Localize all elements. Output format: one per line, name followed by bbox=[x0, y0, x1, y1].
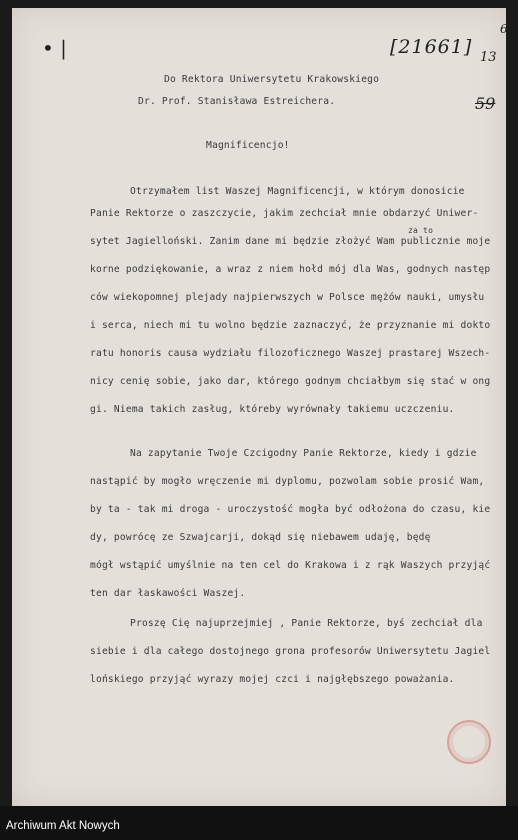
body-line: lońskiego przyjąć wyrazy mojej czci i najgłębszego poważania. bbox=[90, 674, 455, 685]
margin-marks: • | bbox=[42, 36, 67, 60]
archive-stamp bbox=[447, 720, 491, 764]
body-line: mógł wstąpić umyślnie na ten cel do Krakowa i z rąk Waszych przyjąć bbox=[90, 560, 491, 571]
body-line: Otrzymałem list Waszej Magnificencji, w którym donosicie bbox=[130, 186, 465, 197]
page-number: 13 bbox=[480, 50, 497, 65]
body-line: Panie Rektorze o zaszczycie, jakim zechciał mnie obdarzyć Uniwer- bbox=[90, 208, 479, 219]
body-line: ców wiekopomnej plejady najpierwszych w Polsce mężów nauki, umysłu bbox=[90, 292, 485, 303]
archive-footer bbox=[0, 806, 518, 840]
address-line-1: Do Rektora Uniwersytetu Krakowskiego bbox=[164, 74, 380, 85]
body-line: nicy cenię sobie, jako dar, którego godnym chciałbym się stać w ong bbox=[90, 376, 491, 387]
archive-name: Archiwum Akt Nowych bbox=[6, 820, 120, 832]
body-line: siebie i dla całego dostojnego grona profesorów Uniwersytetu Jagiel bbox=[90, 646, 491, 657]
inline-insertion: za to bbox=[408, 226, 434, 235]
archive-signature: [21661] bbox=[390, 36, 473, 58]
address-line-2: Dr. Prof. Stanisława Estreichera. bbox=[138, 96, 336, 107]
page-number-top: 6 bbox=[500, 22, 508, 36]
body-line: korne podziękowanie, a wraz z niem hołd mój dla Was, godnych następ bbox=[90, 264, 491, 275]
body-line: by ta - tak mi droga - uroczystość mogła być odłożona do czasu, kie bbox=[90, 504, 491, 515]
body-line: ten dar łaskawości Waszej. bbox=[90, 588, 246, 599]
document-page bbox=[12, 8, 506, 806]
salutation: Magnificencjo! bbox=[206, 140, 290, 151]
body-line: gi. Niema takich zasług, któreby wyrównały takiemu uczczeniu. bbox=[90, 404, 455, 415]
body-line: Na zapytanie Twoje Czcigodny Panie Rektorze, kiedy i gdzie bbox=[130, 448, 477, 459]
page-number-struck: 59 bbox=[475, 94, 496, 113]
body-line: sytet Jagielloński. Zanim dane mi będzie złożyć Wam publicznie moje bbox=[90, 236, 491, 247]
body-line: i serca, niech mi tu wolno będzie zaznaczyć, że przyznanie mi dokto bbox=[90, 320, 491, 331]
body-line: dy, powrócę ze Szwajcarji, dokąd się niebawem udaję, będę bbox=[90, 532, 431, 543]
body-line: ratu honoris causa wydziału filozoficznego Waszej prastarej Wszech- bbox=[90, 348, 491, 359]
body-line: nastąpić by mogło wręczenie mi dyplomu, pozwolam sobie prosić Wam, bbox=[90, 476, 485, 487]
body-line: Proszę Cię najuprzejmiej , Panie Rektorze, byś zechciał dla bbox=[130, 618, 483, 629]
